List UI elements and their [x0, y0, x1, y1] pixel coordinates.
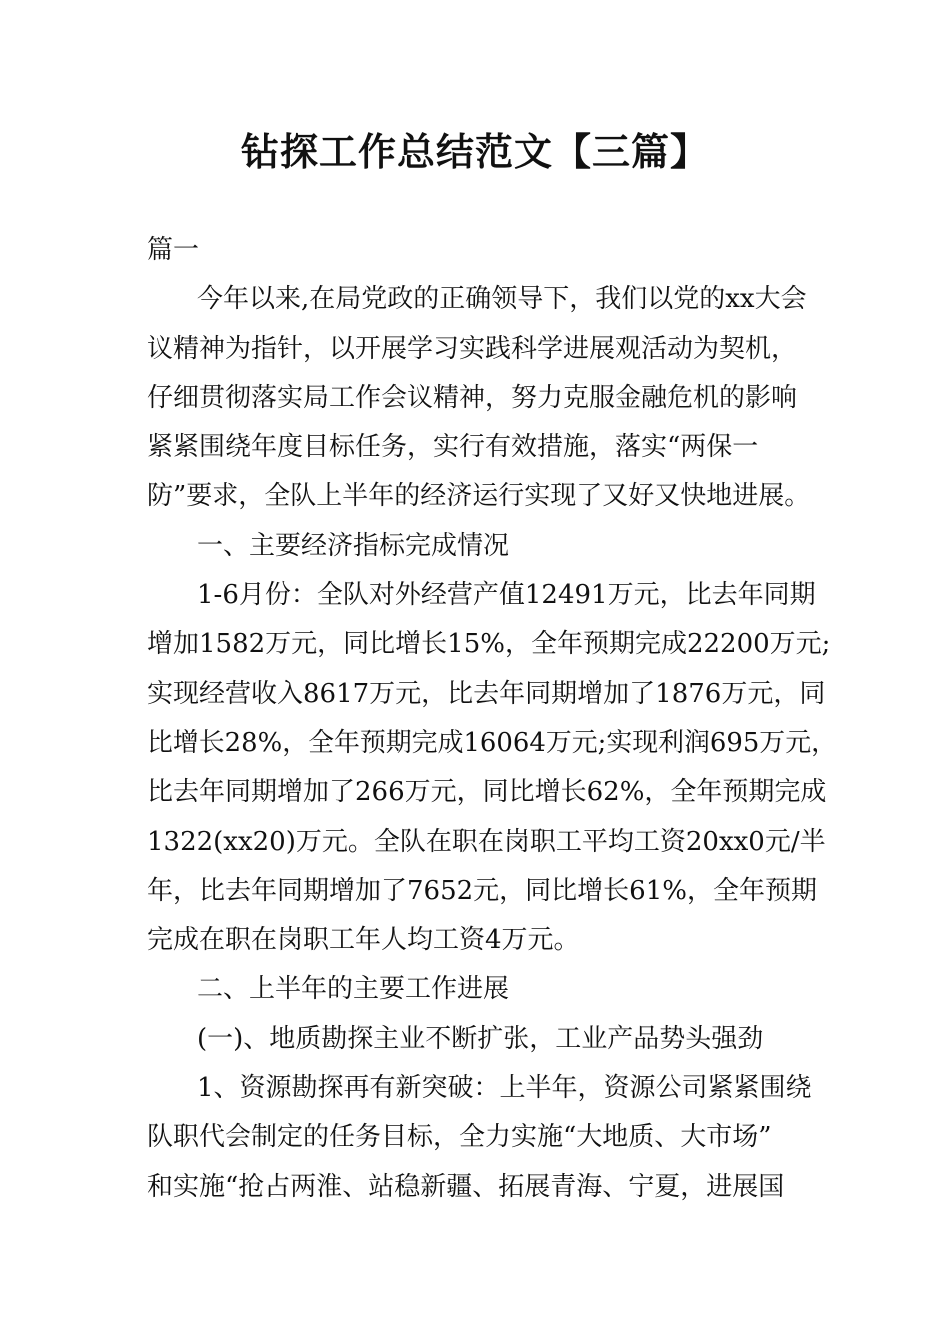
- text-line: 篇一: [147, 235, 200, 265]
- text-line: 比增长28%，全年预期完成16064万元;实现利润695万元，: [147, 727, 837, 758]
- text-line: 队职代会制定的任务目标，全力实施“大地质、大市场”: [147, 1122, 772, 1153]
- text-line: 增加1582万元，同比增长15%，全年预期完成22200万元;: [147, 629, 831, 660]
- text-line: 今年以来,在局党政的正确领导下，我们以党的xx大会: [197, 284, 807, 315]
- text-line: (一)、地质勘探主业不断扩张，工业产品势头强劲: [197, 1023, 764, 1054]
- text-line: 年，比去年同期增加了7652元，同比增长61%，全年预期: [147, 875, 817, 906]
- text-line: 一、主要经济指标完成情况: [197, 530, 510, 561]
- text-line: 和实施“抢占两淮、站稳新疆、拓展青海、宁夏，进展国: [147, 1171, 785, 1202]
- text-line: 1-6月份：全队对外经营产值12491万元，比去年同期: [197, 580, 816, 611]
- text-line: 实现经营收入8617万元，比去年同期增加了1876万元，同: [147, 678, 826, 709]
- text-line: 比去年同期增加了266万元，同比增长62%，全年预期完成: [147, 777, 827, 808]
- text-line: 二、上半年的主要工作进展: [197, 974, 510, 1005]
- document-body: [147, 226, 837, 1212]
- text-line: 完成在职在岗职工年人均工资4万元。: [147, 925, 580, 956]
- text-line: 议精神为指针，以开展学习实践科学进展观活动为契机，: [147, 333, 798, 364]
- text-line: 防”要求，全队上半年的经济运行实现了又好又快地进展。: [147, 481, 811, 512]
- text-line: 1322(xx20)万元。全队在职在岗职工平均工资20xx0元/半: [147, 826, 826, 857]
- document-title: 钻探工作总结范文【三篇】: [240, 130, 709, 174]
- text-line: 紧紧围绕年度目标任务，实行有效措施，落实“两保一: [147, 432, 759, 463]
- text-line: 1、资源勘探再有新突破：上半年，资源公司紧紧围绕: [197, 1073, 812, 1104]
- text-line: 仔细贯彻落实局工作会议精神，努力克服金融危机的影响: [147, 382, 798, 413]
